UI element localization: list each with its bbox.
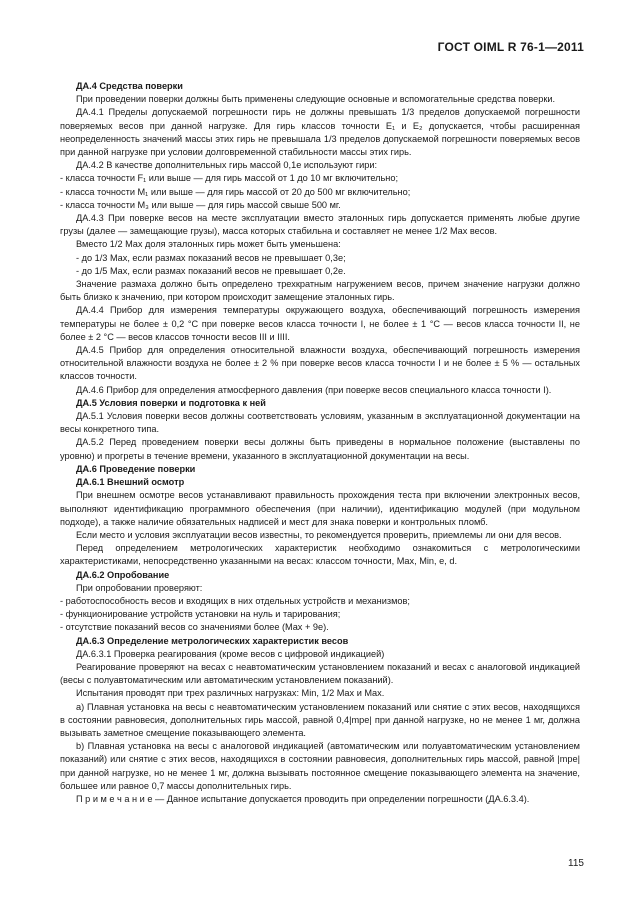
paragraph: Реагирование проверяют на весах с неавтоматическим установлением показаний и весах с аналоговой индикацией (весы с полуавтоматическим или автоматическим установлением показаний). (60, 661, 580, 686)
subsection-heading: ДА.6.2 Опробование (76, 569, 170, 580)
note-text: — Данное испытание допускается проводить при определении погрешности (ДА.6.3.4). (152, 793, 530, 804)
page-number: 115 (568, 858, 584, 869)
paragraph: а) Плавная установка на весы с неавтоматическим установлением показаний или снятие с этих весов, находящихся в состоянии равновесия, дополнительных гирь массой, равной 0,4|mpe| при данной нагрузке, но не менее 1 мг, должна вызывать заметное смещение показывающего элемента. (60, 701, 580, 738)
list-item: - до 1/5 Max, если размах показаний весов не превышает 0,2e. (76, 265, 346, 276)
paragraph: ДА.4.1 Пределы допускаемой погрешности гирь не должны превышать 1/3 пределов допускаемой погрешности поверяемых весов при данной нагрузке. Для гирь классов точности E₁ и E₂ допускается, чтобы расширенная неопределенность значений массы этих гирь не превышала 1/3 пределов допускаемой погрешности поверяемых весов при данной нагрузке при условии долговременной стабильности массы этих гирь. (60, 107, 580, 158)
list-item: - отсутствие показаний весов со значениями более (Max + 9e). (60, 622, 329, 633)
subsection-heading: ДА.6.1 Внешний осмотр (76, 477, 185, 488)
list-item: - функционирование устройств установки на нуль и тарирования; (60, 609, 341, 620)
section-heading: ДА.5 Условия поверки и подготовка к ней (76, 397, 266, 408)
paragraph: ДА.4.6 Прибор для определения атмосферного давления (при поверке весов специального класса точности I). (76, 384, 552, 395)
paragraph: Вместо 1/2 Max доля эталонных гирь может быть уменьшена: (76, 239, 341, 250)
list-item: - класса точности M₃ или выше — для гирь массой свыше 500 мг. (60, 199, 341, 210)
paragraph: ДА.6.3.1 Проверка реагирования (кроме весов с цифровой индикацией) (76, 648, 385, 659)
section-heading: ДА.4 Средства поверки (76, 81, 183, 91)
note (60, 793, 580, 806)
paragraph: ДА.5.2 Перед проведением поверки весы должны быть приведены в нормальное положение (выставлены по уровню) и прогреты в течение времени, указанного в эксплуатационной документации на весы. (60, 437, 580, 461)
paragraph: Если место и условия эксплуатации весов известны, то рекомендуется проверить, приемлемы ли они для весов. (76, 529, 562, 540)
list-item: - работоспособность весов и входящих в них отдельных устройств и механизмов; (60, 595, 410, 606)
list-item: - класса точности M₁ или выше — для гирь массой от 20 до 500 мг включительно; (60, 186, 411, 197)
standard-header: ГОСТ OIML R 76-1—2011 (437, 40, 584, 54)
document-body (60, 80, 580, 806)
paragraph: Испытания проводят при трех различных нагрузках: Min, 1/2 Max и Max. (76, 688, 385, 699)
list-item: - до 1/3 Max, если размах показаний весов не превышает 0,3e; (76, 252, 346, 263)
section-heading: ДА.6 Проведение поверки (76, 463, 196, 474)
paragraph: ДА.5.1 Условия поверки весов должны соответствовать условиям, указанным в эксплуатационной документации на весы конкретного типа. (60, 411, 580, 435)
paragraph: Значение размаха должно быть определено трехкратным нагружением весов, причем значение нагрузки должно быть близко к значению, при котором происходит замещение эталонных гирь. (60, 279, 580, 303)
paragraph: ДА.4.5 Прибор для определения относительной влажности воздуха, обеспечивающий погрешность измерения относительной влажности воздуха не более ± 2 % при поверке весов класса точности I и не более ± 5 % — остальных классов точности. (60, 345, 580, 382)
paragraph: При опробовании проверяют: (76, 582, 203, 593)
list-item: - класса точности F₁ или выше — для гирь массой от 1 до 10 мг включительно; (60, 173, 399, 184)
paragraph: При внешнем осмотре весов устанавливают правильность прохождения теста при включении электронных весов, выполняют идентификацию программного обеспечения (при наличии), идентификацию модулей (при модульном подходе), а также наличие обязательных надписей и мест для знака поверки и контрольных пломб. (60, 490, 580, 527)
paragraph: b) Плавная установка на весы с аналоговой индикацией (автоматическим или полуавтоматическим установлением показаний) или снятие с этих весов, находящихся в состоянии равновесия, дополнительных гирь массой, равной |mpe| при данной нагрузке, но не менее 1 мг, должна вызывать постоянное смещение показывающего элемента на значение, большее или равное 0,7 массы дополнительных гирь. (60, 741, 580, 791)
subsection-heading: ДА.6.3 Определение метрологических характеристик весов (76, 635, 349, 646)
note-label: П р и м е ч а н и е (76, 793, 153, 804)
paragraph: ДА.4.3 При поверке весов на месте эксплуатации вместо эталонных гирь допускается применять любые другие грузы (далее — замещающие грузы), масса которых стабильна и составляет не менее 1/2 Max весов. (60, 213, 580, 237)
paragraph: ДА.4.2 В качестве дополнительных гирь массой 0,1e используют гири: (76, 160, 378, 171)
paragraph: Перед определением метрологических характеристик необходимо ознакомиться с метрологическими характеристиками, непосредственно указанными на весах: классом точности, Max, Min, e, d. (60, 543, 580, 567)
paragraph: ДА.4.4 Прибор для измерения температуры окружающего воздуха, обеспечивающий погрешность измерения температуры не более ± 0,2 °С при поверке весов класса точности I, не более ± 1 °С — весов класса точности II, не более ± 2 °С — весов классов точности весов III и IIII. (60, 305, 580, 342)
paragraph: При проведении поверки должны быть применены следующие основные и вспомогательные средства поверки. (76, 94, 556, 105)
